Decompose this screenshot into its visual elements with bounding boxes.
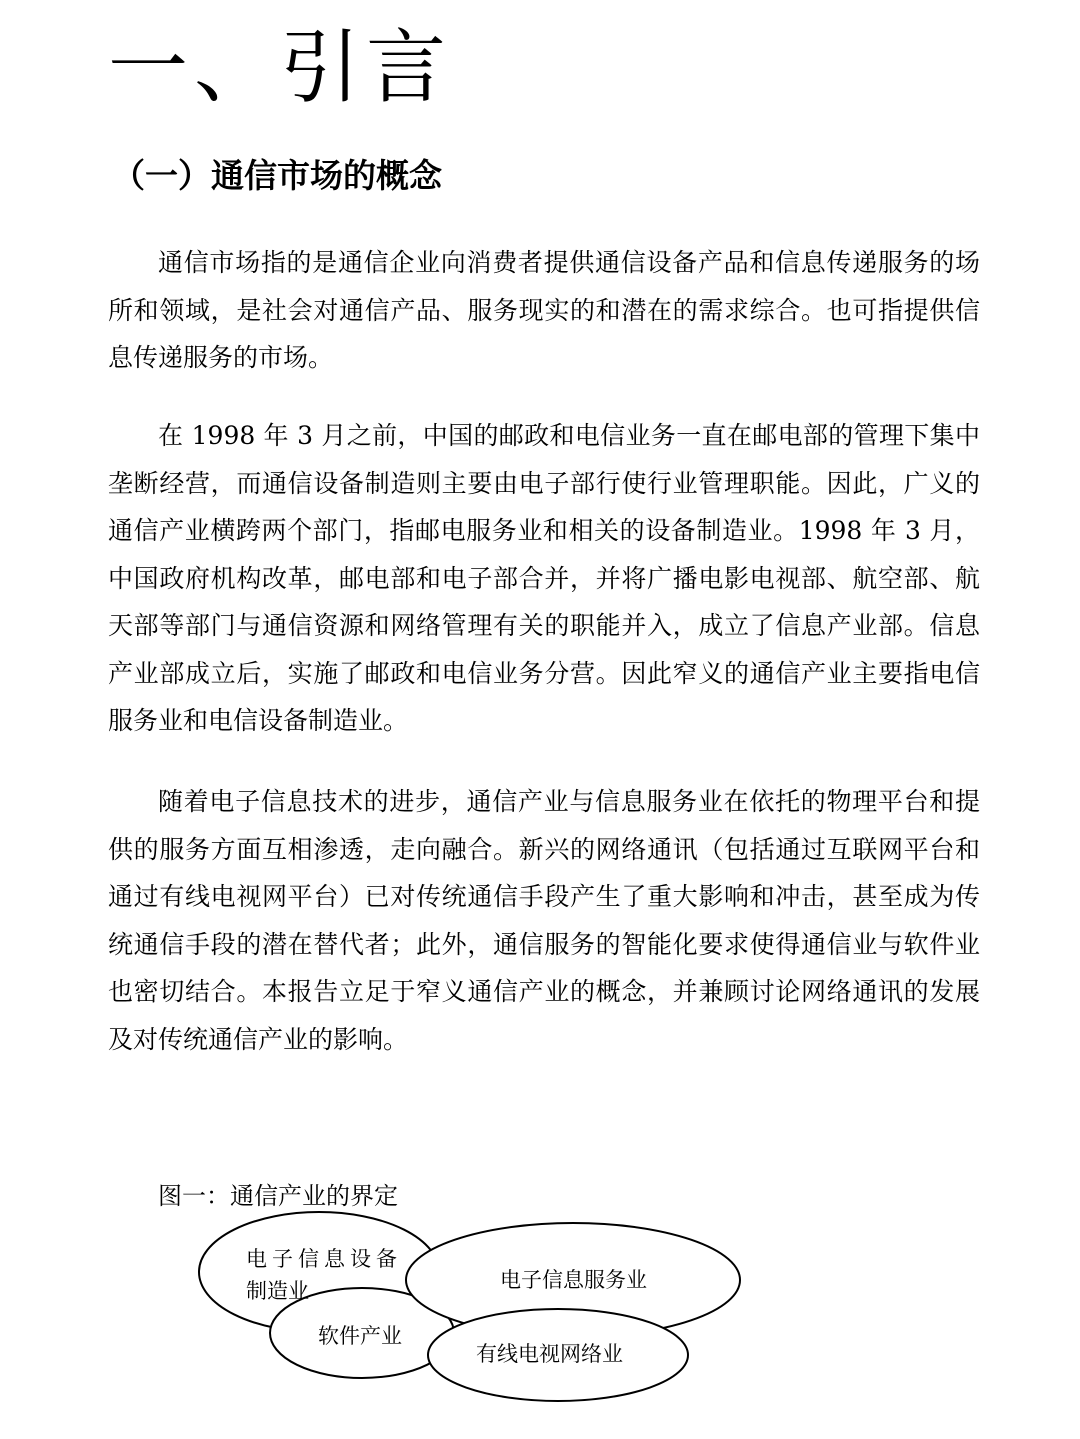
label-cable-tv: 有线电视网络业	[476, 1342, 623, 1366]
diagram-shapes	[190, 1205, 750, 1435]
figure-caption: 图一：通信产业的界定	[158, 1182, 398, 1210]
paragraph-market-definition: 通信市场指的是通信企业向消费者提供通信设备产品和信息传递服务的场所和领域，是社会对通信产品、服务现实的和潜在的需求综合。也可指提供信息传递服务的市场。	[108, 248, 980, 372]
label-equipment-line2: 制造业	[246, 1279, 309, 1303]
label-software: 软件产业	[318, 1324, 402, 1348]
industry-scope-diagram	[190, 1205, 750, 1435]
section-heading: （一）通信市场的概念	[112, 156, 442, 195]
label-equipment-line1: 电子信息设备	[246, 1247, 402, 1271]
paragraph-industry-history: 在 1998 年 3 月之前，中国的邮政和电信业务一直在邮电部的管理下集中垄断经营，而通信设备制造则主要由电子部行使行业管理职能。因此，广义的通信产业横跨两个部门，指邮电服务业和相关的设备制造业。1998 年 3 月，中国政府机构改革，邮电部和电子部合并，并将广播电影电视部、航空部、航天部等部门与通信资源和网络管理有关的职能并入，成立了信息产业部。信息产业部成立后，实施了邮政和电信业务分营。因此窄义的通信产业主要指电信服务业和电信设备制造业。	[108, 421, 980, 735]
label-info-services: 电子信息服务业	[500, 1268, 647, 1292]
paragraph-convergence: 随着电子信息技术的进步，通信产业与信息服务业在依托的物理平台和提供的服务方面互相渗透，走向融合。新兴的网络通讯（包括通过互联网平台和通过有线电视网平台）已对传统通信手段产生了重大影响和冲击，甚至成为传统通信手段的潜在替代者；此外，通信服务的智能化要求使得通信业与软件业也密切结合。本报告立足于窄义通信产业的概念，并兼顾讨论网络通讯的发展及对传统通信产业的影响。	[108, 787, 980, 1054]
chapter-title: 一、引言	[108, 21, 452, 114]
